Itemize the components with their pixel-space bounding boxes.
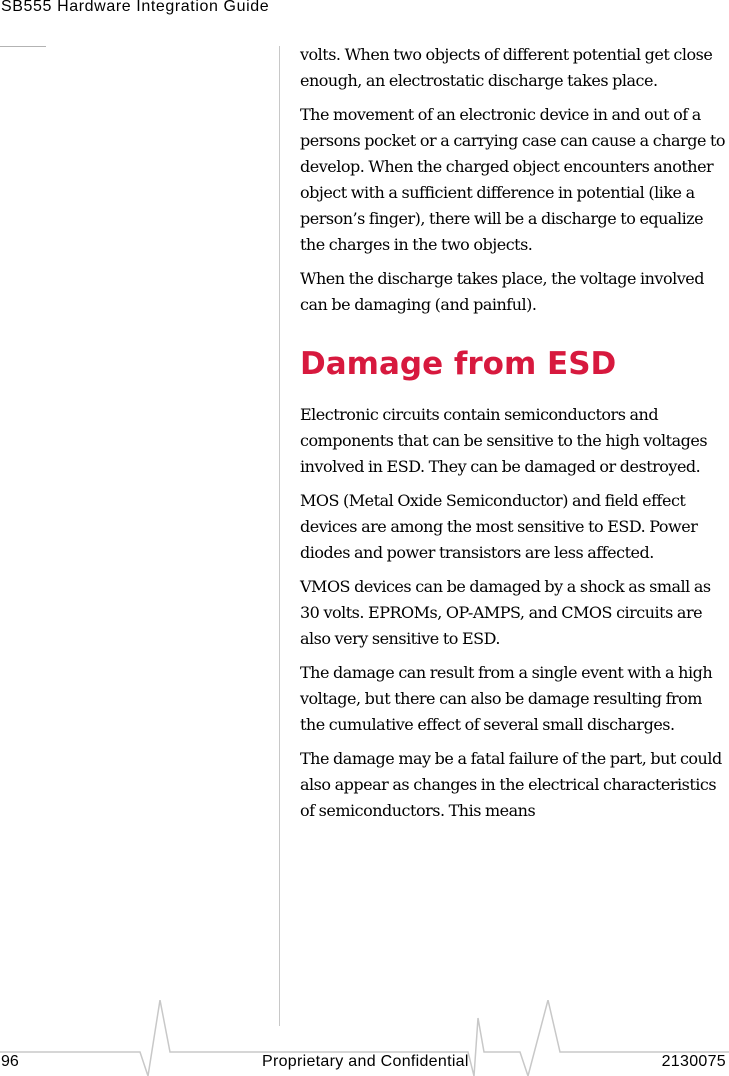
document-number: 2130075 [661, 1053, 726, 1070]
paragraph: The damage may be a fatal failure of the part, but could also appear as changes in the electrical characteristics of semiconductors. This means [300, 749, 722, 820]
paragraph: Electronic circuits contain semiconductors and components that can be sensitive to the high voltages involved in ESD. They can be damaged or destroyed. [300, 405, 708, 476]
paragraph: VMOS devices can be damaged by a shock as small as 30 volts. EPROMs, OP-AMPS, and CMOS circuits are also very sensitive to ESD. [300, 577, 711, 648]
paragraph: When the discharge takes place, the voltage involved can be damaging (and painful). [300, 269, 704, 314]
body-text [300, 42, 728, 832]
paragraph: The damage can result from a single event with a high voltage, but there can also be damage resulting from the cumulative effect of several small discharges. [300, 663, 713, 734]
column-divider [279, 46, 280, 1026]
paragraph: MOS (Metal Oxide Semiconductor) and field effect devices are among the most sensitive to ESD. Power diodes and power transistors are less affected. [300, 491, 698, 562]
running-header: SB555 Hardware Integration Guide [1, 0, 270, 15]
paragraph: The movement of an electronic device in and out of a persons pocket or a carrying case can cause a charge to develop. When the charged object encounters another object with a sufficient difference in potential (like a person’s finger), there will be a discharge to equalize the charges in the two objects. [300, 105, 726, 254]
header-rule [0, 46, 46, 47]
section-heading: Damage from ESD [300, 346, 617, 382]
page-number: 96 [1, 1053, 19, 1070]
paragraph: volts. When two objects of different potential get close enough, an electrostatic discharge takes place. [300, 45, 713, 90]
confidentiality-notice: Proprietary and Confidential [262, 1053, 469, 1070]
